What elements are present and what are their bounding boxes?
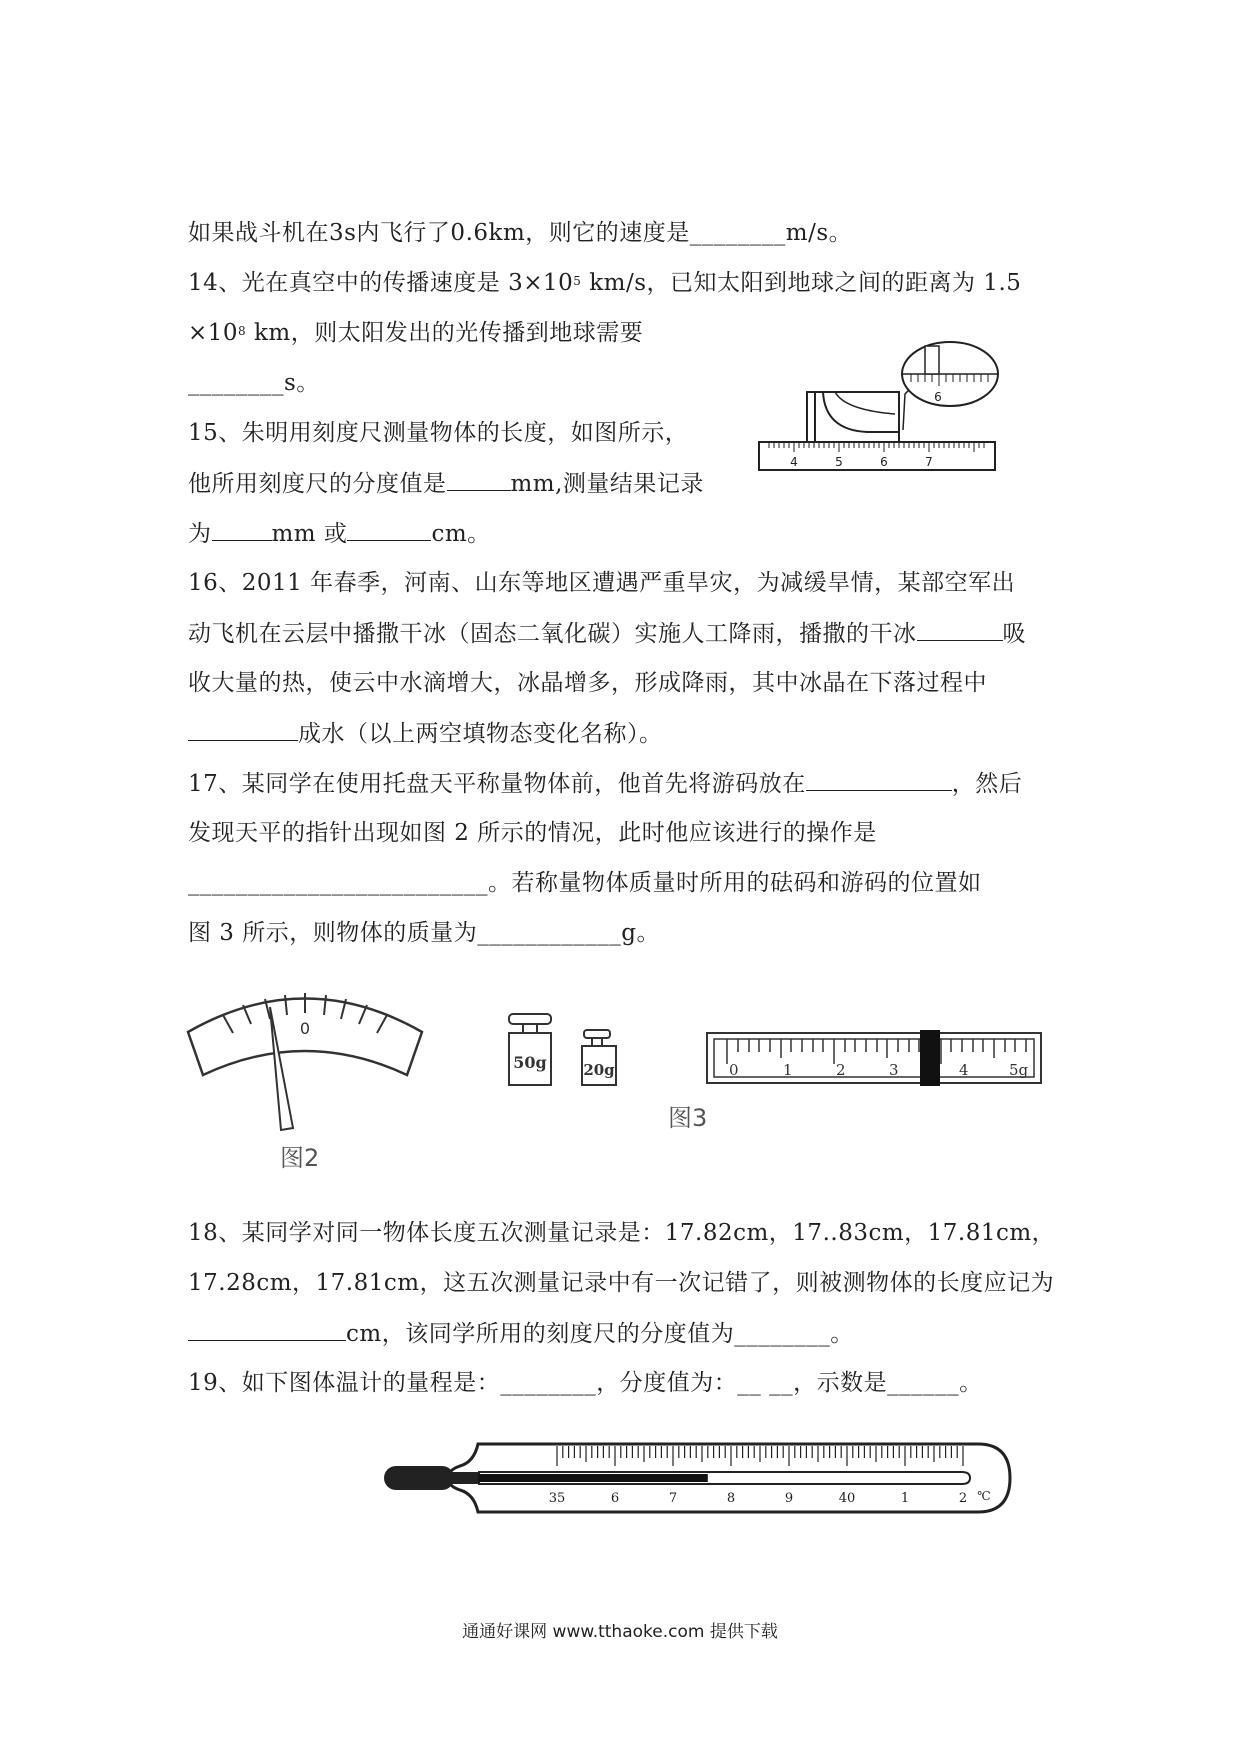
q14-text-b: km/s，已知太阳到地球之间的距离为 1.5 xyxy=(581,270,1022,296)
q16-blank-2 xyxy=(188,718,298,741)
thermometer-scale-label: 9 xyxy=(784,1491,794,1506)
q17-blank-3: ____________ xyxy=(477,920,622,946)
q14-text-c: ×10 xyxy=(188,320,239,346)
q16-text-e: 成水（以上两空填物态变化名称）。 xyxy=(298,721,663,747)
measured-object xyxy=(807,392,899,442)
q19-blank-3: ______ xyxy=(887,1370,960,1396)
q13-text: 如果战斗机在3s内飞行了0.6km，则它的速度是 xyxy=(188,220,690,246)
q17-line3 xyxy=(188,868,982,898)
q17-blank-1 xyxy=(806,768,952,791)
weight-50g-label: 50g xyxy=(513,1053,547,1072)
q13-unit: m/s。 xyxy=(785,220,853,246)
q16-text-b: 动飞机在云层中播撒干冰（固态二氧化碳）实施人工降雨，播撒的干冰 xyxy=(188,621,917,647)
q14-line3 xyxy=(188,368,320,398)
weights-figure xyxy=(505,1010,625,1090)
rider-tick-label: 4 xyxy=(959,1061,969,1079)
rider-tick-label: 2 xyxy=(836,1061,846,1079)
q18-text-d: 。 xyxy=(830,1321,854,1347)
ruler-tick-label: 7 xyxy=(925,455,933,469)
q18-text-c: cm，该同学所用的刻度尺的分度值为 xyxy=(346,1321,735,1347)
q18-line3 xyxy=(188,1318,854,1349)
q17-blank-2: _________________________ xyxy=(188,870,488,896)
thermometer-scale-label: 6 xyxy=(610,1491,620,1506)
rider-tick-label: 5g xyxy=(1009,1061,1029,1079)
q14-exponent-1: 5 xyxy=(573,274,582,288)
q14-text-d: km，则太阳发出的光传播到地球需要 xyxy=(246,320,644,346)
rider-tick-label: 1 xyxy=(783,1061,793,1079)
q15-blank-2 xyxy=(212,518,272,541)
q15-blank-1 xyxy=(447,468,511,491)
q16-text-a: 16、2011 年春季，河南、山东等地区遭遇严重旱灾，为减缓旱情，某部空军出 xyxy=(188,570,1016,596)
q15-text-e: mm 或 xyxy=(271,521,348,547)
q15-line2 xyxy=(188,468,704,499)
q15-text-d: 为 xyxy=(188,521,212,547)
q17-text-c: 发现天平的指针出现如图 2 所示的情况，此时他应该进行的操作是 xyxy=(188,820,877,846)
page-footer: 通通好课网 www.tthaoke.com 提供下载 xyxy=(462,1622,778,1642)
q17-line4 xyxy=(188,918,660,948)
thermometer-scale-label: 8 xyxy=(726,1491,736,1506)
ruler-tick-label: 4 xyxy=(790,455,798,469)
q18-text-a: 18、某同学对同一物体长度五次测量记录是：17.82cm，17..83cm，17.81cm， xyxy=(188,1220,1056,1246)
weight-50g xyxy=(509,1014,551,1085)
q15-text-b: 他所用刻度尺的分度值是 xyxy=(188,471,447,497)
q19-text-d: 。 xyxy=(959,1370,983,1396)
q17-text-a: 17、某同学在使用托盘天平称量物体前，他首先将游码放在 xyxy=(188,771,806,797)
q16-line1 xyxy=(188,568,1015,598)
q16-blank-1 xyxy=(917,618,1003,641)
thermometer-bulb xyxy=(384,1466,454,1490)
rider-tick-label: 3 xyxy=(889,1061,899,1079)
thermometer-scale-label: 35 xyxy=(548,1491,566,1506)
fig2-label: 图2 xyxy=(280,1144,320,1172)
rider-scale-beam xyxy=(707,1033,1041,1083)
thermometer-scale-label: 1 xyxy=(900,1491,910,1506)
ruler-tick-label: 5 xyxy=(835,455,843,469)
q15-line3 xyxy=(188,518,491,549)
q17-text-d: 。若称量物体质量时所用的砝码和游码的位置如 xyxy=(488,870,982,896)
q14-exponent-2: 8 xyxy=(238,324,247,338)
q14-blank: ________ xyxy=(188,370,284,396)
q16-line2 xyxy=(188,618,1026,649)
mercury-column xyxy=(478,1474,708,1482)
q19-text-b: ，分度值为： xyxy=(596,1370,738,1396)
q17-text-b: ，然后 xyxy=(951,771,1023,797)
thermometer-unit: ℃ xyxy=(977,1489,991,1503)
ruler-tick-label: 6 xyxy=(880,455,888,469)
weight-20g-label: 20g xyxy=(583,1061,615,1079)
q18-line1 xyxy=(188,1218,1055,1248)
thermometer-scale-label: 7 xyxy=(668,1491,678,1506)
q14-line2 xyxy=(188,318,643,348)
q13-line xyxy=(188,218,852,248)
q17-line2 xyxy=(188,818,877,848)
q15-text-f: cm。 xyxy=(431,521,491,547)
q18-line2 xyxy=(188,1268,1054,1298)
fig3-label: 图3 xyxy=(668,1104,708,1132)
q16-line3 xyxy=(188,668,987,698)
balance-zero-mark: 0 xyxy=(299,1019,311,1038)
q16-text-c: 吸 xyxy=(1002,621,1026,647)
q19-text-a: 19、如下图体温计的量程是： xyxy=(188,1370,501,1396)
q18-text-b: 17.28cm，17.81cm，这五次测量记录中有一次记错了，则被测物体的长度应记为 xyxy=(188,1270,1055,1296)
q16-line4 xyxy=(188,718,663,749)
rider-scale-figure xyxy=(705,1030,1045,1086)
q19-blank-1: ________ xyxy=(500,1370,597,1396)
q17-line1 xyxy=(188,768,1022,799)
q13-blank: ________ xyxy=(689,220,786,246)
q14-line1 xyxy=(188,268,1021,298)
thermometer-figure xyxy=(378,1438,1018,1520)
ruler-figure xyxy=(755,340,1005,475)
thermometer-scale-label: 2 xyxy=(958,1491,968,1506)
q19-blank-2: __ __ xyxy=(737,1370,794,1396)
rider-marker xyxy=(920,1030,940,1086)
q15-text-c: mm,测量结果记录 xyxy=(510,471,704,497)
q14-text-a: 14、光在真空中的传播速度是 3×10 xyxy=(188,270,574,296)
q16-text-d: 收大量的热，使云中水滴增大，冰晶增多，形成降雨，其中冰晶在下落过程中 xyxy=(188,670,987,696)
q14-unit: s。 xyxy=(284,370,320,396)
q19-line1 xyxy=(188,1368,983,1398)
q19-text-c: ，示数是 xyxy=(793,1370,888,1396)
q15-blank-3 xyxy=(347,518,431,541)
q18-blank-2: ________ xyxy=(734,1321,831,1347)
q17-text-e: 图 3 所示，则物体的质量为 xyxy=(188,920,478,946)
q18-blank-1 xyxy=(188,1318,346,1341)
q15-text-a: 15、朱明用刻度尺测量物体的长度，如图所示， xyxy=(188,420,689,446)
q15-line1 xyxy=(188,418,688,448)
thermometer-scale-label: 40 xyxy=(838,1491,856,1506)
weight-20g xyxy=(582,1030,616,1085)
q17-text-f: g。 xyxy=(621,920,660,946)
zoom-tick-label: 6 xyxy=(934,390,942,404)
rider-tick-label: 0 xyxy=(729,1061,739,1079)
balance-pointer-figure xyxy=(185,975,430,1140)
